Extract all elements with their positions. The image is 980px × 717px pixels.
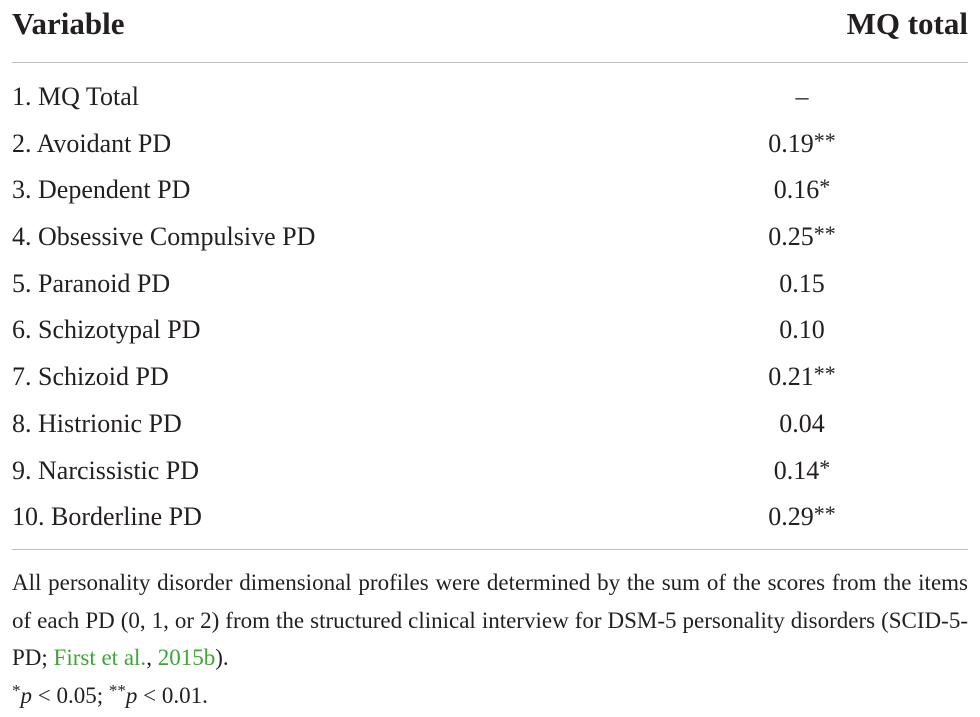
row-variable: 10. Borderline PD <box>12 502 202 532</box>
row-variable: 2. Avoidant PD <box>12 128 172 158</box>
value-number: 0.10 <box>779 315 825 345</box>
row-variable: 4. Obsessive Compulsive PD <box>12 222 316 252</box>
sig1-p: p <box>20 682 32 708</box>
sig2-rest: < 0.01. <box>137 682 208 708</box>
row-variable: 6. Schizotypal PD <box>12 315 201 345</box>
value-number: 0.15 <box>779 268 825 298</box>
significance-stars: ** <box>813 501 836 527</box>
table-row <box>12 121 968 168</box>
row-value <box>695 214 909 261</box>
table-footnote <box>12 549 968 716</box>
table-row <box>12 261 968 308</box>
sig1-rest: < 0.05; <box>32 682 109 708</box>
row-value <box>695 307 909 354</box>
table-row <box>12 354 968 401</box>
row-variable: 9. Narcissistic PD <box>12 455 200 485</box>
table-row <box>12 401 968 448</box>
row-value <box>695 167 909 214</box>
table-row <box>12 167 968 214</box>
value-number: 0.14 <box>773 455 820 485</box>
sig1-star: * <box>12 680 21 700</box>
value-number: 0.04 <box>779 408 825 438</box>
significance-stars: * <box>819 454 831 480</box>
table-row <box>12 214 968 261</box>
column-header-mq-total: MQ total <box>846 6 968 41</box>
table-row <box>12 494 968 541</box>
row-variable: 8. Histrionic PD <box>12 408 182 438</box>
table-row <box>12 74 968 121</box>
value-number: – <box>795 82 809 111</box>
row-value <box>695 121 909 168</box>
sig2-p: p <box>125 682 138 708</box>
row-value <box>695 494 909 541</box>
footnote-text: All personality disorder dimensional profiles were determined by the sum of the scores from the items of each PD (0, 1, or 2) from the structured clinical interview for DSM-5 personality disorders (SCID-5-PD; <box>12 570 968 670</box>
table-row <box>12 448 968 495</box>
row-value <box>695 401 909 448</box>
significance-stars: ** <box>813 127 836 153</box>
citation-separator: , <box>146 645 158 670</box>
value-number: 0.19 <box>768 128 814 158</box>
row-variable: 5. Paranoid PD <box>12 268 171 298</box>
citation-year-link[interactable]: 2015b <box>157 645 216 670</box>
table-body <box>12 74 968 541</box>
significance-stars: ** <box>813 221 836 247</box>
row-value <box>695 261 909 308</box>
sig2-star: ** <box>108 680 126 700</box>
row-variable: 1. MQ Total <box>12 82 139 111</box>
table-header <box>12 0 968 63</box>
row-variable: 7. Schizoid PD <box>12 362 169 392</box>
value-number: 0.25 <box>768 222 814 252</box>
significance-stars: * <box>819 174 831 200</box>
row-value <box>695 448 909 495</box>
value-number: 0.29 <box>768 502 814 532</box>
row-value <box>695 74 909 121</box>
significance-stars: ** <box>813 361 836 387</box>
column-header-variable: Variable <box>12 6 125 41</box>
value-number: 0.21 <box>768 362 814 392</box>
table-row <box>12 307 968 354</box>
value-number: 0.16 <box>773 175 820 205</box>
footnote-text-end: ). <box>215 645 229 670</box>
row-value <box>695 354 909 401</box>
row-variable: 3. Dependent PD <box>12 175 191 205</box>
citation-authors-link[interactable]: First et al. <box>53 645 147 670</box>
significance-legend <box>12 677 968 717</box>
